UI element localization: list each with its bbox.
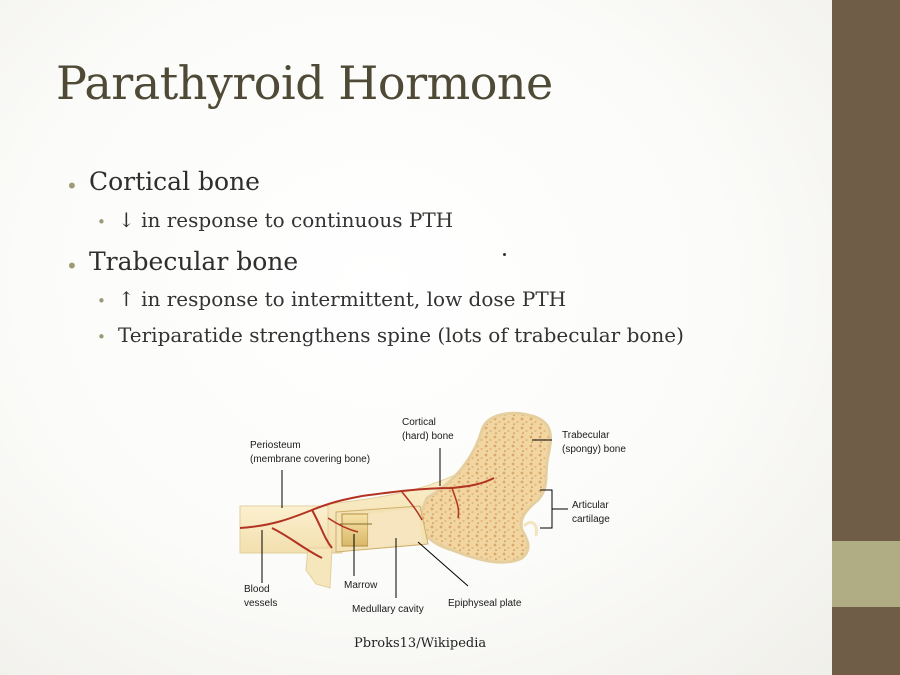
sub-bullet-dot: • (97, 292, 106, 310)
label-blood: Blood (244, 584, 270, 595)
theme-sidebar (832, 0, 900, 675)
label-epiphyseal-plate: Epiphyseal plate (448, 598, 522, 609)
sub-bullet-dot: • (97, 328, 106, 346)
label-articular: Articular (572, 500, 609, 511)
label-cortical-desc: (hard) bone (402, 431, 454, 442)
label-cortical: Cortical (402, 417, 436, 428)
stray-dot (503, 253, 506, 256)
sub-bullet-teriparatide: Teriparatide strengthens spine (lots of trabecular bone) (118, 323, 684, 347)
sidebar-accent-block (832, 541, 900, 607)
bullet-trabecular-bone: Trabecular bone (89, 247, 299, 276)
label-periosteum: Periosteum (250, 440, 301, 451)
sub-bullet-dot: • (97, 213, 106, 231)
bullet-cortical-bone: Cortical bone (89, 167, 260, 196)
label-trabecular: Trabecular (562, 430, 610, 441)
label-periosteum-desc: (membrane covering bone) (250, 454, 371, 465)
sub-bullet-intermittent-pth: ↑ in response to intermittent, low dose PTH (118, 287, 567, 311)
slide-title: Parathyroid Hormone (56, 56, 553, 110)
label-blood-desc: vessels (244, 598, 278, 609)
sub-bullet-continuous-pth: ↓ in response to continuous PTH (118, 208, 454, 232)
bullet-dot: • (66, 174, 78, 198)
label-medullary-cavity: Medullary cavity (352, 604, 424, 615)
bone-diagram (232, 408, 652, 620)
label-articular-desc: cartilage (572, 514, 610, 525)
image-credit: Pbroks13/Wikipedia (354, 636, 487, 651)
bullet-dot: • (66, 254, 78, 278)
label-marrow: Marrow (344, 580, 378, 591)
label-trabecular-desc: (spongy) bone (562, 444, 626, 455)
